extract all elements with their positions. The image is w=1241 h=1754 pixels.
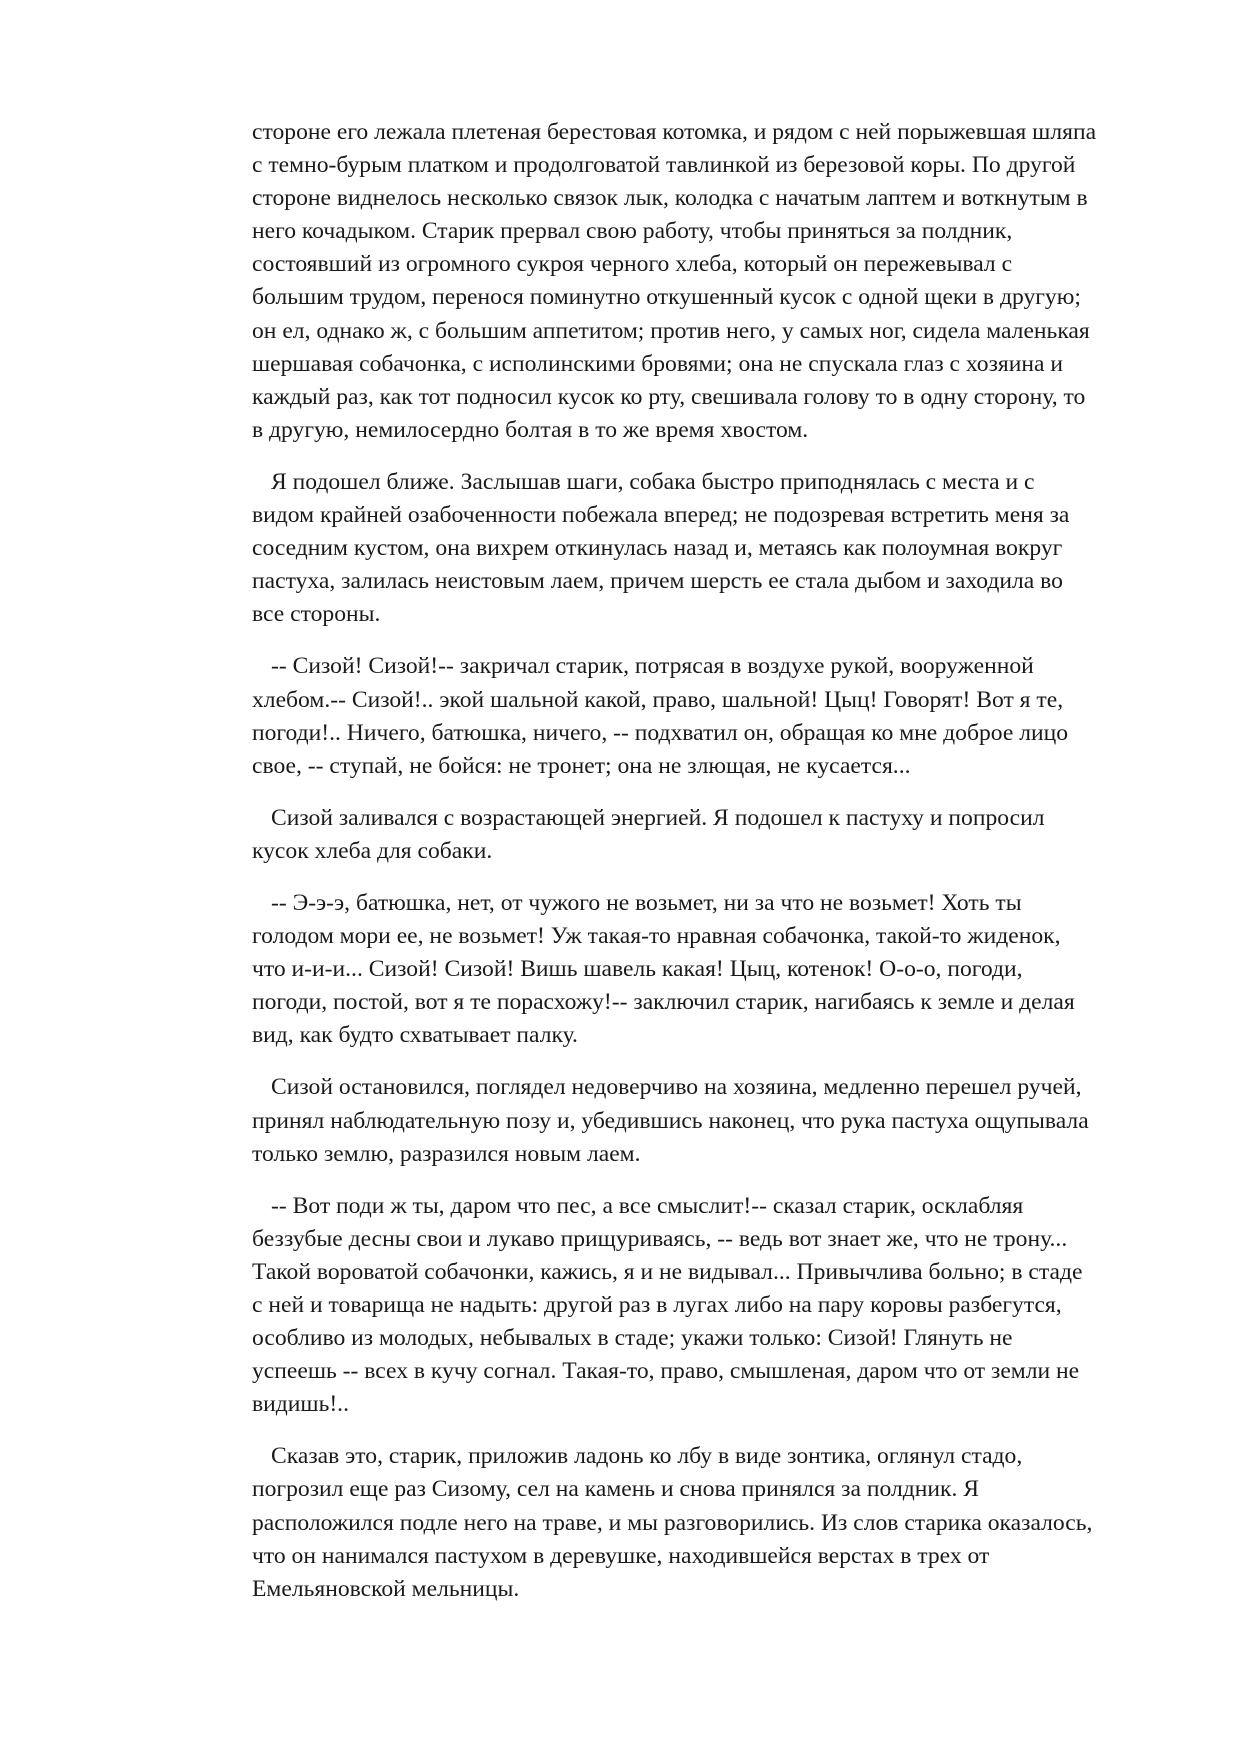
paragraph-3 (252, 650, 1157, 782)
paragraph-2 (252, 466, 1157, 631)
text-line: -- Вот поди ж ты, даром что пес, а все смыслит!-- сказал старик, осклабляя (271, 1192, 1024, 1219)
text-line: в другую, немилосердно болтая в то же время хвостом. (252, 416, 809, 443)
text-line: шершавая собачонка, с исполинскими бровями; она не спускала глаз с хозяина и (252, 350, 1064, 377)
text-line: Я подошел ближе. Заслышав шаги, собака быстро приподнялась с места и с (271, 468, 1035, 495)
paragraph-7 (252, 1190, 1157, 1422)
text-line: что он нанимался пастухом в деревушке, находившейся верстах в трех от (252, 1542, 990, 1569)
text-line: погоди!.. Ничего, батюшка, ничего, -- подхватил он, обращая ко мне доброе лицо (252, 719, 1069, 746)
text-line: что и-и-и... Сизой! Сизой! Вишь шавель какая! Цыц, котенок! О-о-о, погоди, (252, 956, 1023, 983)
text-line: Емельяновской мельницы. (252, 1575, 520, 1602)
paragraph-4 (252, 802, 1157, 868)
text-line: стороне его лежала плетеная берестовая котомка, и рядом с ней порыжевшая шляпа (252, 119, 1097, 145)
text-line: голодом мори ее, не возьмет! Уж такая-то нравная собачонка, такой-то жиденок, (252, 923, 1061, 950)
text-line: состоявший из огромного сукроя черного хлеба, который он пережевывал с (252, 251, 1013, 278)
text-line: погрозил еще раз Сизому, сел на камень и снова принялся за полдник. Я (252, 1476, 980, 1503)
paragraph-5 (252, 887, 1157, 1052)
text-line: -- Э-э-э, батюшка, нет, от чужого не возьмет, ни за что не возьмет! Хоть ты (271, 889, 1022, 916)
text-line: видишь!.. (252, 1391, 349, 1418)
text-line: видом крайней озабоченности побежала вперед; не подозревая встретить меня за (252, 502, 1070, 529)
text-line: принял наблюдательную позу и, убедившись наконец, что рука пастуха ощупывала (252, 1107, 1089, 1134)
text-line: кусок хлеба для собаки. (252, 837, 493, 864)
text-line: Такой вороватой собачонки, кажись, я и не видывал... Привычлива больно; в стаде (252, 1258, 1083, 1285)
text-line: него кочадыком. Старик прервал свою работу, чтобы приняться за полдник, (252, 218, 1013, 245)
text-line: свое, -- ступай, не бойся: не тронет; она не злющая, не кусается... (252, 752, 911, 779)
text-line: расположился подле него на траве, и мы разговорились. Из слов старика оказалось, (252, 1509, 1093, 1536)
text-line: все стороны. (252, 601, 381, 628)
text-line: Сизой заливался с возрастающей энергией. Я подошел к пастуху и попросил (271, 804, 1045, 831)
text-line: особливо из молодых, небывалых в стаде; укажи только: Сизой! Глянуть не (252, 1325, 1013, 1352)
text-line: успеешь -- всех в кучу согнал. Такая-то, право, смышленая, даром что от земли не (252, 1358, 1080, 1385)
paragraph-6 (252, 1071, 1157, 1170)
text-line: только землю, разразился новым лаем. (252, 1140, 641, 1167)
paragraph-8 (252, 1440, 1157, 1605)
text-line: он ел, однако ж, с большим аппетитом; против него, у самых ног, сидела маленькая (252, 317, 1090, 344)
paragraph-1 (252, 116, 1157, 447)
text-line: Сказав это, старик, приложив ладонь ко лбу в виде зонтика, оглянул стадо, (271, 1443, 1023, 1470)
text-line: большим трудом, перенося поминутно откушенный кусок с одной щеки в другую; (252, 284, 1081, 311)
text-line: стороне виднелось несколько связок лык, колодка с начатым лаптем и воткнутым в (252, 185, 1088, 212)
text-line: каждый раз, как тот подносил кусок ко рту, свешивала голову то в одну сторону, то (252, 383, 1086, 410)
text-line: -- Сизой! Сизой!-- закричал старик, потрясая в воздухе рукой, вооруженной (271, 653, 1034, 680)
text-line: хлебом.-- Сизой!.. экой шальной какой, право, шальной! Цыц! Говорят! Вот я те, (252, 686, 1064, 713)
text-line: Сизой остановился, поглядел недоверчиво на хозяина, медленно перешел ручей, (271, 1074, 1082, 1101)
text-column (252, 116, 1157, 1625)
text-line: пастуха, залилась неистовым лаем, причем шерсть ее стала дыбом и заходила во (252, 568, 1063, 595)
text-line: с ней и товарища не надыть: другой раз в лугах либо на пару коровы разбегутся, (252, 1292, 1062, 1318)
text-line: беззубые десны свои и лукаво прищуриваясь, -- ведь вот знает же, что не трону... (252, 1225, 1068, 1252)
text-line: с темно-бурым платком и продолговатой тавлинкой из березовой коры. По другой (252, 152, 1076, 179)
text-line: погоди, постой, вот я те порасхожу!-- заключил старик, нагибаясь к земле и делая (252, 989, 1075, 1016)
text-line: соседним кустом, она вихрем откинулась назад и, метаясь как полоумная вокруг (252, 535, 1063, 562)
text-line: вид, как будто схватывает палку. (252, 1022, 578, 1049)
